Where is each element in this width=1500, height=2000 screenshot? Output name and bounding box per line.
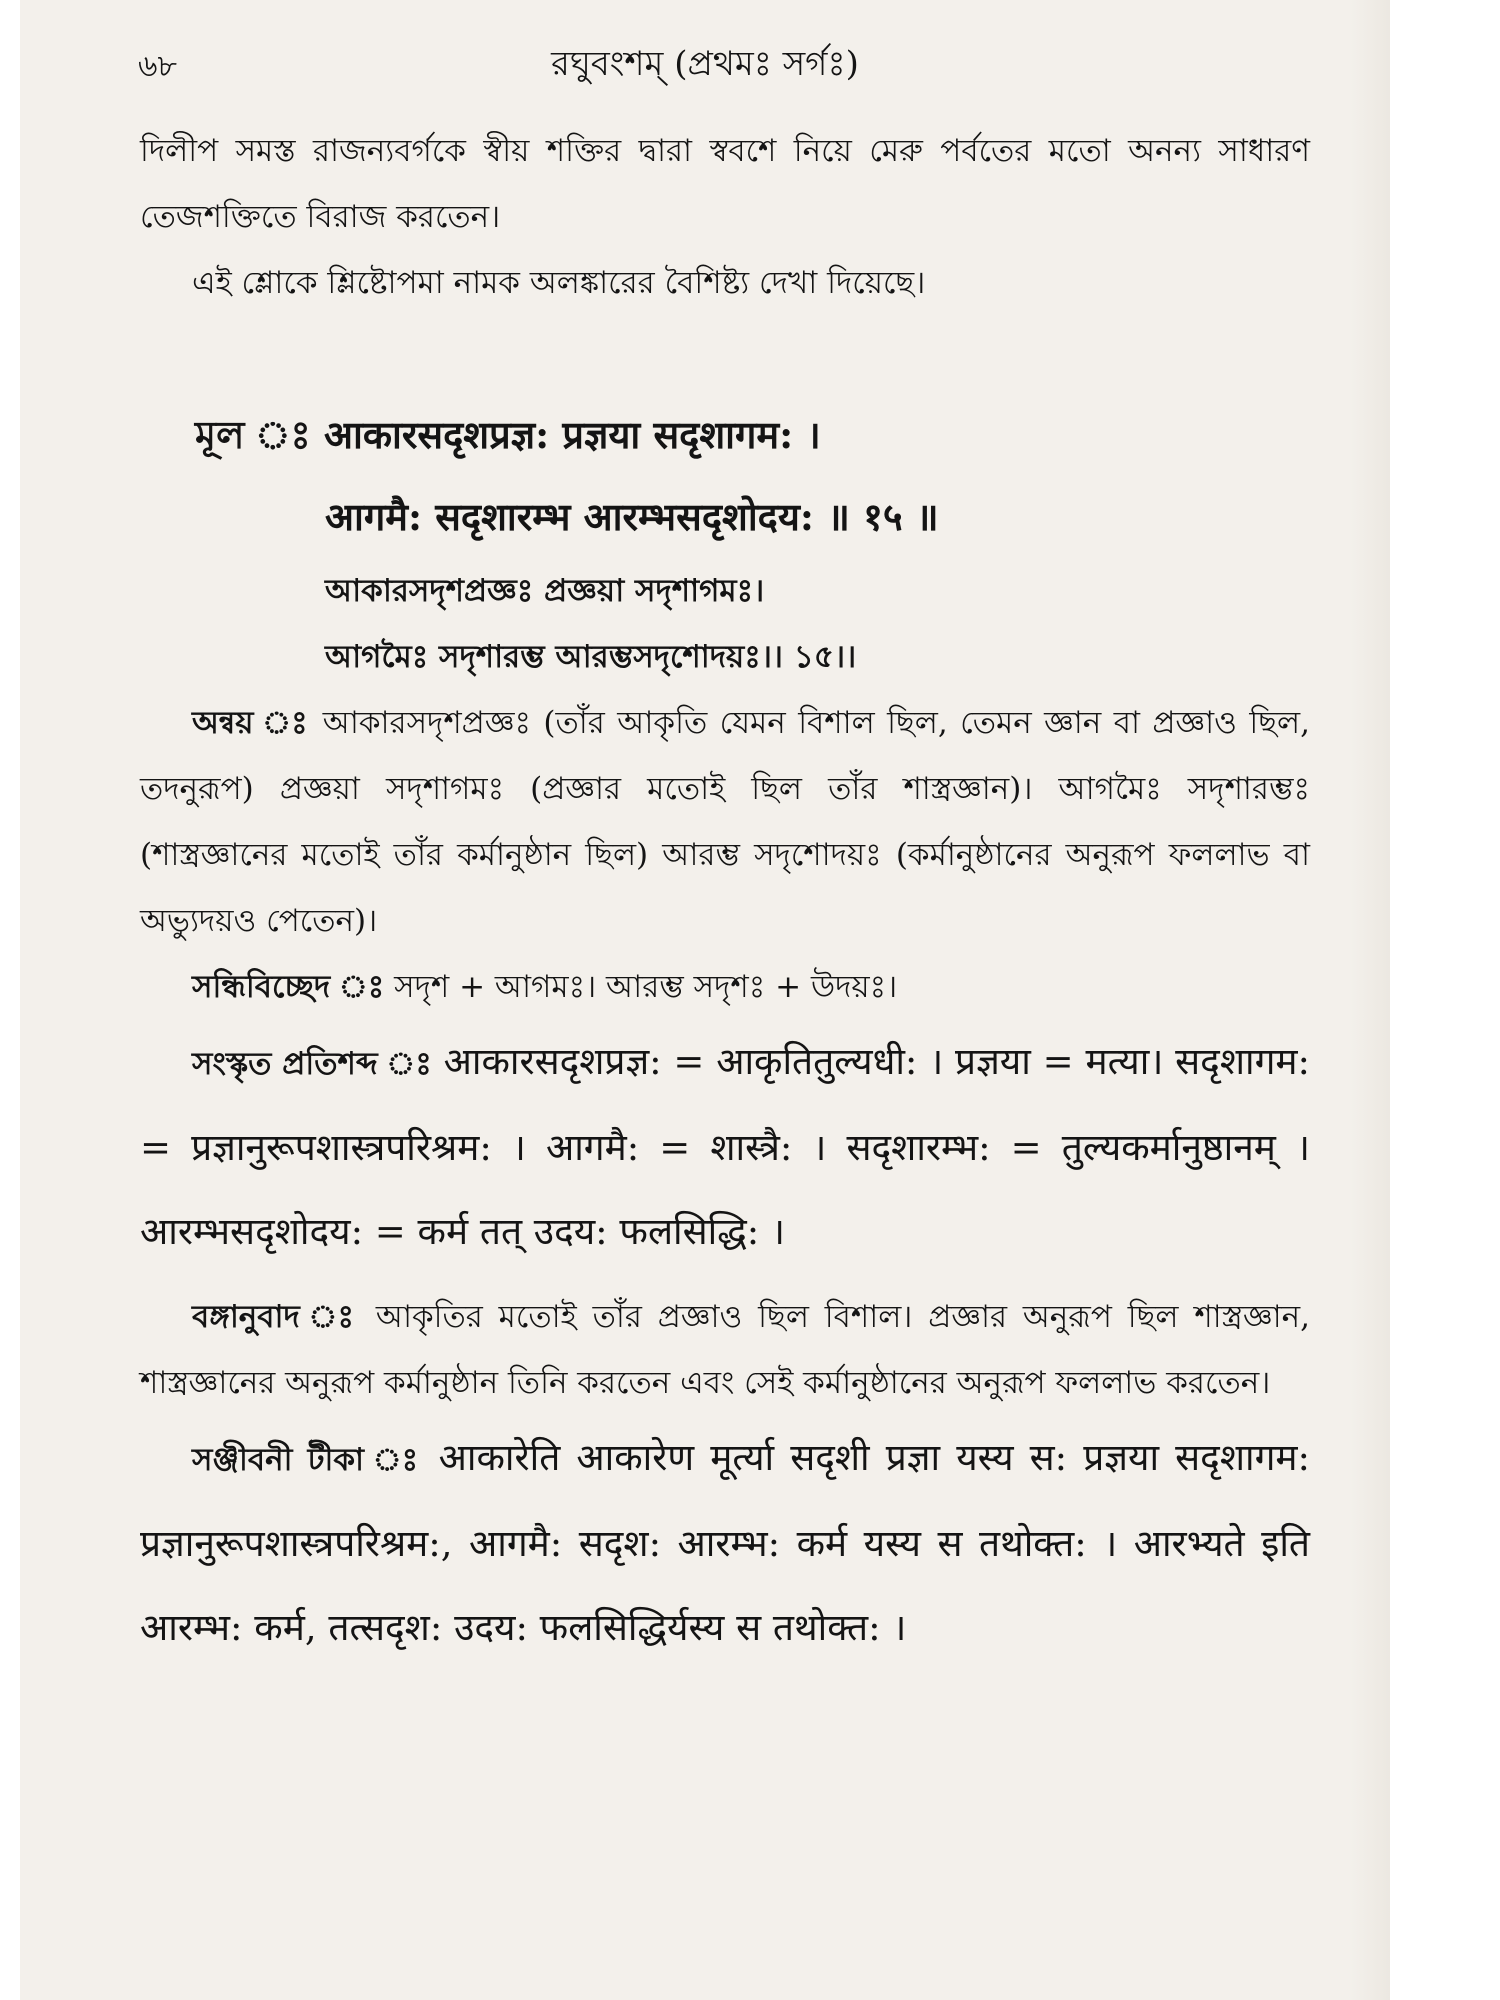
pratishabda-text: आकारसदृशप्रज्ञ: = आकृतितुल्यधी: । प्रज्ञया = मत्या। सदृशागम: = प्रज्ञानुरूपशास्त्रपरिश्रम: । आगमै: = शास्त्रै: । सदृशारम्भ: = तुल्यकर्मानुष्ठानम् । आरम्भसदृशोदय: = कर्म तत् उदय: फलसिद्धि: । [140,1040,1310,1253]
page-number: ৬৮ [138,49,177,84]
pratishabda-section [140,1020,1310,1274]
sandhi-text: সদৃশ + আগমঃ। আরম্ভ সদৃশঃ + উদয়ঃ। [394,969,898,1005]
commentary-section [140,1416,1310,1670]
intro-paragraph: দিলীপ সমস্ত রাজন্যবর্গকে স্বীয় শক্তির দ্বারা স্ববশে নিয়ে মেরু পর্বতের মতো অনন্য সাধারণ তেজশক্তিতে বিরাজ করতেন। [140,133,1310,235]
verse-devanagari-line-1 [195,394,1310,476]
verse-label: মূল ঃ [195,412,311,457]
commentary-text: आकारेति आकारेण मूर्त्या सदृशी प्रज्ञा यस्य स: प्रज्ञया सदृशागम: प्रज्ञानुरूपशास्त्रपरिश्रम:, आगमै: सदृश: आरम्भ: कर्म यस्य स तथोक्त: । आरभ्यते इति आरम्भ: कर्म, तत्सदृश: उदय: फलसिद्धिर्यस्य स तथोक्त: । [140,1436,1310,1649]
verse-bengali-line-1: আকারসদৃশপ্রজ্ঞঃ প্রজ্ঞয়া সদৃশাগমঃ। [325,573,765,609]
alankara-note: এই শ্লোকে শ্লিষ্টোপমা নামক অলঙ্কারের বৈশিষ্ট্য দেখা দিয়েছে। [192,265,926,301]
pratishabda-label: সংস্কৃত প্রতিশব্দ ঃ [192,1046,432,1082]
running-title: রঘুবংশম্ (প্রথমঃ সর্গঃ) [551,44,859,84]
verse-block [195,394,1310,690]
translation-text: আকৃতির মতোই তাঁর প্রজ্ঞাও ছিল বিশাল। প্রজ্ঞার অনুরূপ ছিল শাস্ত্রজ্ঞান, শাস্ত্রজ্ঞানের অনুরূপ কর্মানুষ্ঠান তিনি করতেন এবং সেই কর্মানুষ্ঠানের অনুরূপ ফললাভ করতেন। [140,1299,1310,1401]
anvaya-label: অন্বয় ঃ [192,705,311,741]
page-body [140,118,1310,1670]
translation-label: বঙ্গানুবাদ ঃ [192,1299,360,1335]
page-header [20,30,1390,90]
anvaya-text: আকারসদৃশপ্রজ্ঞঃ (তাঁর আকৃতি যেমন বিশাল ছিল, তেমন জ্ঞান বা প্রজ্ঞাও ছিল, তদনুরূপ) প্রজ্ঞয়া সদৃশাগমঃ (প্রজ্ঞার মতোই ছিল তাঁর শাস্ত্রজ্ঞান)। আগমৈঃ সদৃশারম্ভঃ (শাস্ত্রজ্ঞানের মতোই তাঁর কর্মানুষ্ঠান ছিল) আরম্ভ সদৃশোদয়ঃ (কর্মানুষ্ঠানের অনুরূপ ফললাভ বা অভ্যুদয়ও পেতেন)। [140,705,1310,939]
anvaya-section [140,690,1310,954]
verse-devanagari-line-1-text: आकारसदृशप्रज्ञ: प्रज्ञया सदृशागम: । [324,412,821,457]
translation-section [140,1284,1310,1416]
verse-bengali-line-2: আগমৈঃ সদৃশারম্ভ আরম্ভসদৃশোদয়ঃ।। ১৫।। [325,639,857,675]
verse-devanagari-line-2: आगमै: सदृशारम्भ आरम्भसदृशोदय: ॥ १५ ॥ [325,494,939,539]
sandhi-section [140,954,1310,1020]
book-page [20,0,1390,2000]
commentary-label: সঞ্জীবনী টীকা ঃ [192,1442,423,1478]
sandhi-label: সন্ধিবিচ্ছেদ ঃ [192,969,385,1005]
